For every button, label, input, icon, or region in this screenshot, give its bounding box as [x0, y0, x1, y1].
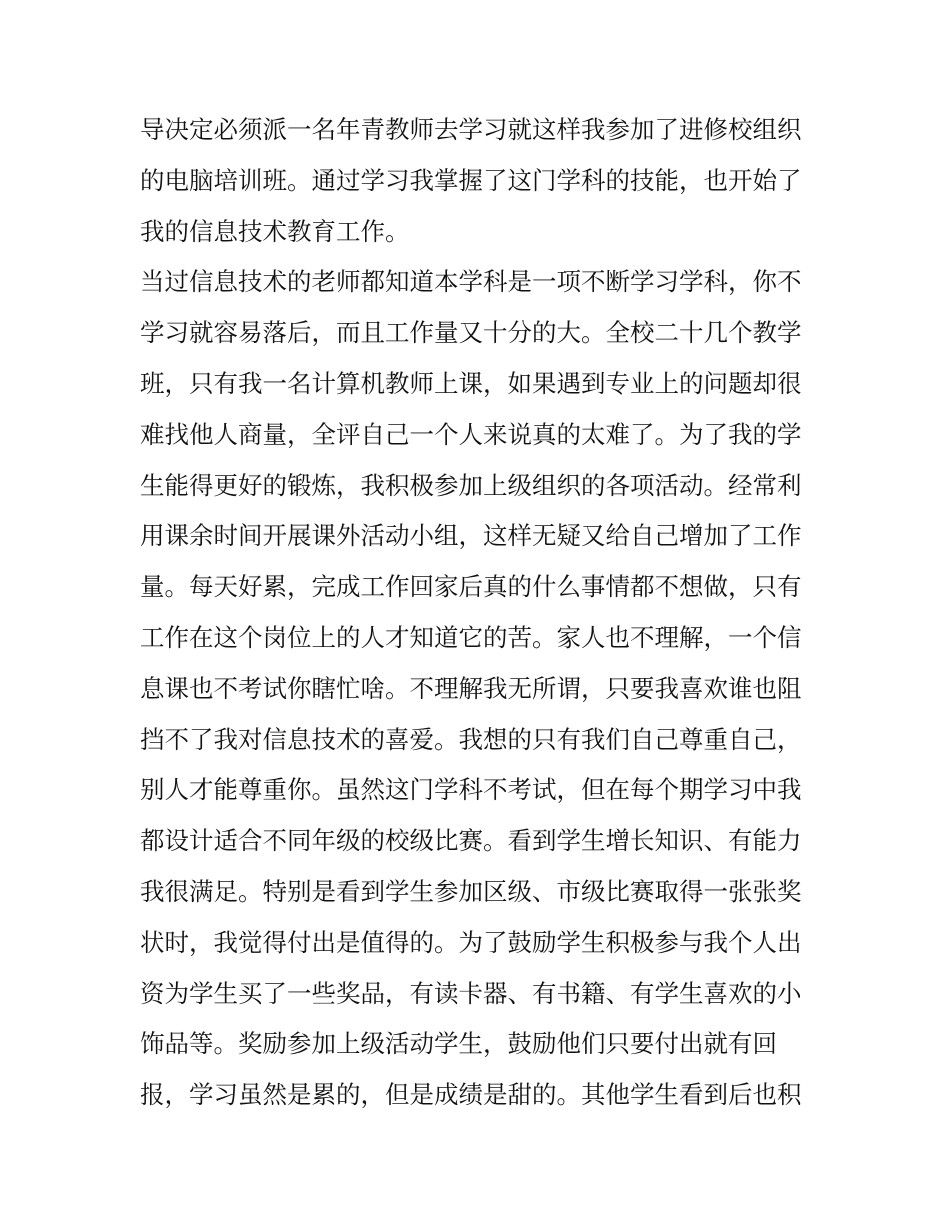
text-line: 饰品等。奖励参加上级活动学生，鼓励他们只要付出就有回	[140, 1029, 777, 1059]
text-line: 工作在这个岗位上的人才知道它的苦。家人也不理解，一个信	[140, 622, 802, 652]
body-text	[140, 105, 820, 1121]
text-line: 的电脑培训班。通过学习我掌握了这门学科的技能，也开始了	[140, 165, 802, 195]
text-line: 我很满足。特别是看到学生参加区级、市级比赛取得一张张奖	[140, 876, 802, 906]
text-line: 报，学习虽然是累的，但是成绩是甜的。其他学生看到后也积	[140, 1080, 802, 1110]
text-line: 息课也不考试你瞎忙啥。不理解我无所谓，只要我喜欢谁也阻	[140, 673, 802, 703]
text-line: 状时，我觉得付出是值得的。为了鼓励学生积极参与我个人出	[140, 927, 802, 957]
text-line: 难找他人商量，全评自己一个人来说真的太难了。为了我的学	[140, 419, 802, 449]
text-line: 别人才能尊重你。虽然这门学科不考试，但在每个期学习中我	[140, 775, 802, 805]
text-line: 班，只有我一名计算机教师上课，如果遇到专业上的问题却很	[140, 368, 802, 398]
text-line: 生能得更好的锻炼，我积极参加上级组织的各项活动。经常利	[140, 470, 802, 500]
text-line: 资为学生买了一些奖品，有读卡器、有书籍、有学生喜欢的小	[140, 978, 802, 1008]
text-line: 用课余时间开展课外活动小组，这样无疑又给自己增加了工作	[140, 521, 802, 551]
text-line: 量。每天好累，完成工作回家后真的什么事情都不想做，只有	[140, 572, 802, 602]
text-line: 挡不了我对信息技术的喜爱。我想的只有我们自己尊重自己，	[140, 724, 802, 754]
text-line: 我的信息技术教育工作。	[140, 216, 410, 246]
text-line: 都设计适合不同年级的校级比赛。看到学生增长知识、有能力	[140, 826, 802, 856]
text-line: 当过信息技术的老师都知道本学科是一项不断学习学科，你不	[140, 267, 802, 297]
text-line: 导决定必须派一名年青教师去学习就这样我参加了进修校组织	[140, 115, 802, 144]
text-line: 学习就容易落后，而且工作量又十分的大。全校二十几个教学	[140, 318, 802, 348]
